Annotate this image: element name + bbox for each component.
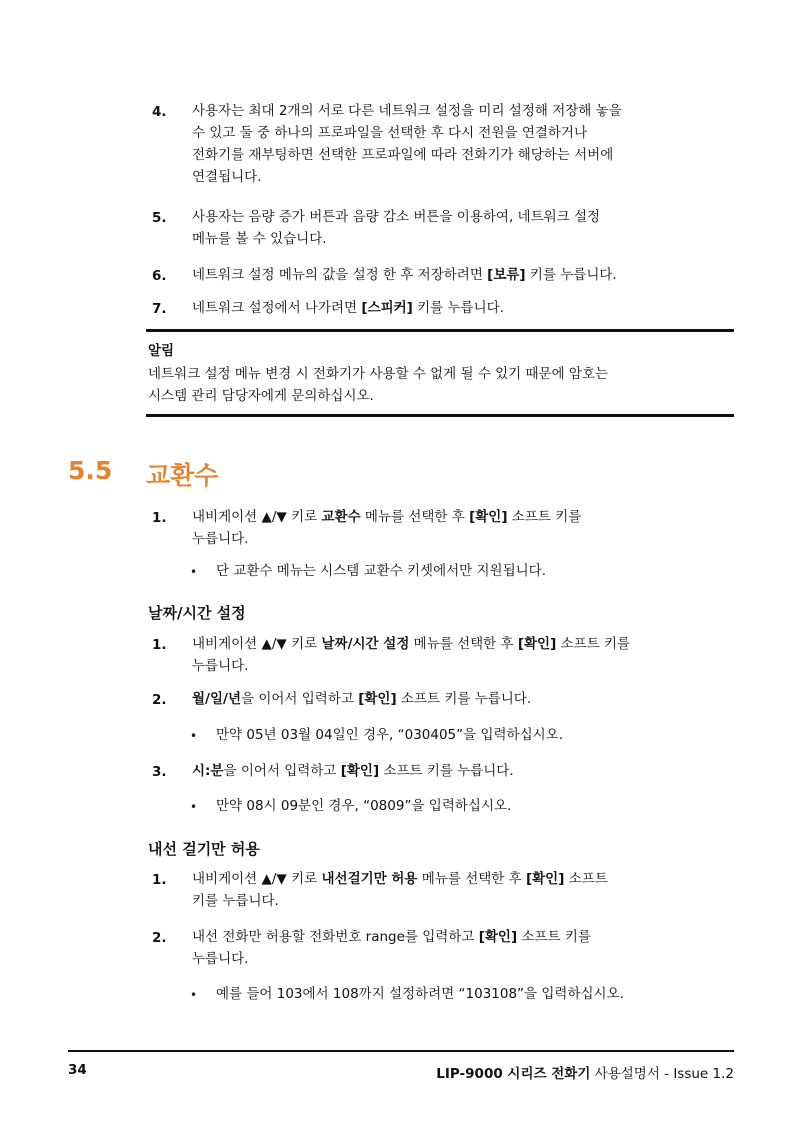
text-run: 을 이어서 입력하고 [223,763,341,779]
text-line: 수 있고 둘 중 하나의 프로파일을 선택한 후 다시 전원을 연결하거나 [192,125,588,141]
text-run: 내비게이션 ▲/▼ 키로 [192,871,322,887]
list-item-6 [192,264,732,286]
key-name: [확인] [517,636,557,652]
list-item-5 [192,206,732,250]
menu-name: 내선걸기만 허용 [321,871,418,887]
bullet-marker: • [190,729,198,743]
bullet-marker: • [190,565,198,579]
text-run: 내선 전화만 허용할 전화번호 range를 입력하고 [192,929,479,945]
text-line: 연결됩니다. [192,169,262,185]
text-line: 메뉴를 볼 수 있습니다. [192,231,327,247]
field-name: 시:분 [192,763,224,779]
list-item [192,868,732,912]
section-title: 교환수 [146,461,219,490]
text-run: 을 이어서 입력하고 [240,691,359,707]
page-number: 34 [68,1062,87,1078]
bullet-marker: • [190,988,198,1002]
field-name: 월/일/년 [192,691,241,707]
text-run: 네트워크 설정에서 나가려면 [192,300,362,316]
bullet-item: 단 교환수 메뉴는 시스템 교환수 키셋에서만 지원됩니다. [216,563,546,579]
text-line: 누릅니다. [192,658,249,674]
text-run: 메뉴를 선택한 후 [360,509,470,525]
text-line [192,926,732,948]
note-top-rule [146,329,734,332]
doc-subtitle: 사용설명서 - Issue 1.2 [590,1066,734,1082]
key-name: [보류] [487,267,526,283]
list-number: 4. [152,104,167,120]
text-run: 소프트 키를 누릅니다. [396,691,532,707]
key-name: [확인] [340,763,380,779]
list-number: 1. [152,637,167,653]
text-line [192,868,732,890]
list-item [192,688,732,710]
list-number: 2. [152,930,167,946]
text-line [192,506,732,528]
list-number: 7. [152,301,167,317]
note-bottom-rule [146,414,734,417]
list-number: 1. [152,510,167,526]
text-line: 네트워크 설정 메뉴 변경 시 전화기가 사용할 수 없게 될 수 있기 때문에 암호는 [148,366,609,382]
text-run: 소프트 키를 [556,636,631,652]
bullet-item: 만약 08시 09분인 경우, “0809”을 입력하십시오. [216,798,512,814]
text-run: 키를 누릅니다. [525,267,617,283]
section-number: 5.5 [68,456,113,485]
list-number: 2. [152,692,167,708]
text-run: 소프트 [564,871,608,887]
bullet-item: 예를 들어 103에서 108까지 설정하려면 “103108”을 입력하십시오. [216,986,624,1002]
subsection-heading: 날짜/시간 설정 [148,604,246,622]
list-number: 3. [152,764,167,780]
key-name: [확인] [478,929,518,945]
text-run: 네트워크 설정 메뉴의 값을 설정 한 후 저장하려면 [192,267,488,283]
text-line: 누릅니다. [192,951,249,967]
menu-name: 교환수 [321,509,361,525]
key-name: [스피커] [361,300,413,316]
product-name: LIP-9000 시리즈 전화기 [436,1066,591,1082]
text-run: 소프트 키를 [517,929,591,945]
list-number: 6. [152,268,167,284]
document-title [436,1062,734,1082]
text-line: 사용자는 최대 2개의 서로 다른 네트워크 설정을 미리 설정해 저장해 놓을 [192,103,622,119]
key-name: [확인] [358,691,397,707]
footer-rule [68,1050,734,1052]
list-item [192,633,737,677]
text-run: 메뉴를 선택한 후 [417,871,526,887]
menu-name: 날짜/시간 설정 [321,636,410,652]
list-number: 5. [152,210,167,226]
list-number: 1. [152,872,167,888]
bullet-item: 만약 05년 03월 04일인 경우, “030405”을 입력하십시오. [216,727,564,743]
text-run: 내비게이션 ▲/▼ 키로 [192,509,322,525]
text-run: 키를 누릅니다. [412,300,504,316]
list-item [192,760,732,782]
text-line: 키를 누릅니다. [192,893,279,909]
text-line: 사용자는 음량 증가 버튼과 음량 감소 버튼을 이용하여, 네트워크 설정 [192,209,601,225]
text-run: 소프트 키를 누릅니다. [379,763,514,779]
text-line: 누릅니다. [192,531,249,547]
key-name: [확인] [469,509,508,525]
text-run: 내비게이션 ▲/▼ 키로 [192,636,322,652]
key-name: [확인] [525,871,565,887]
list-item [192,926,732,970]
text-line: 전화기를 재부팅하면 선택한 프로파일에 따라 전화기가 해당하는 서버에 [192,147,614,163]
subsection-heading: 내선 걸기만 허용 [148,840,260,858]
text-line [192,633,737,655]
list-item-4 [192,100,732,188]
text-run: 메뉴를 선택한 후 [409,636,518,652]
note-body [148,363,734,407]
note-title: 알림 [148,343,175,359]
list-item [192,506,732,550]
list-item-7 [192,297,732,319]
text-run: 소프트 키를 [507,509,582,525]
bullet-marker: • [190,800,198,814]
text-line: 시스템 관리 담당자에게 문의하십시오. [148,388,374,404]
